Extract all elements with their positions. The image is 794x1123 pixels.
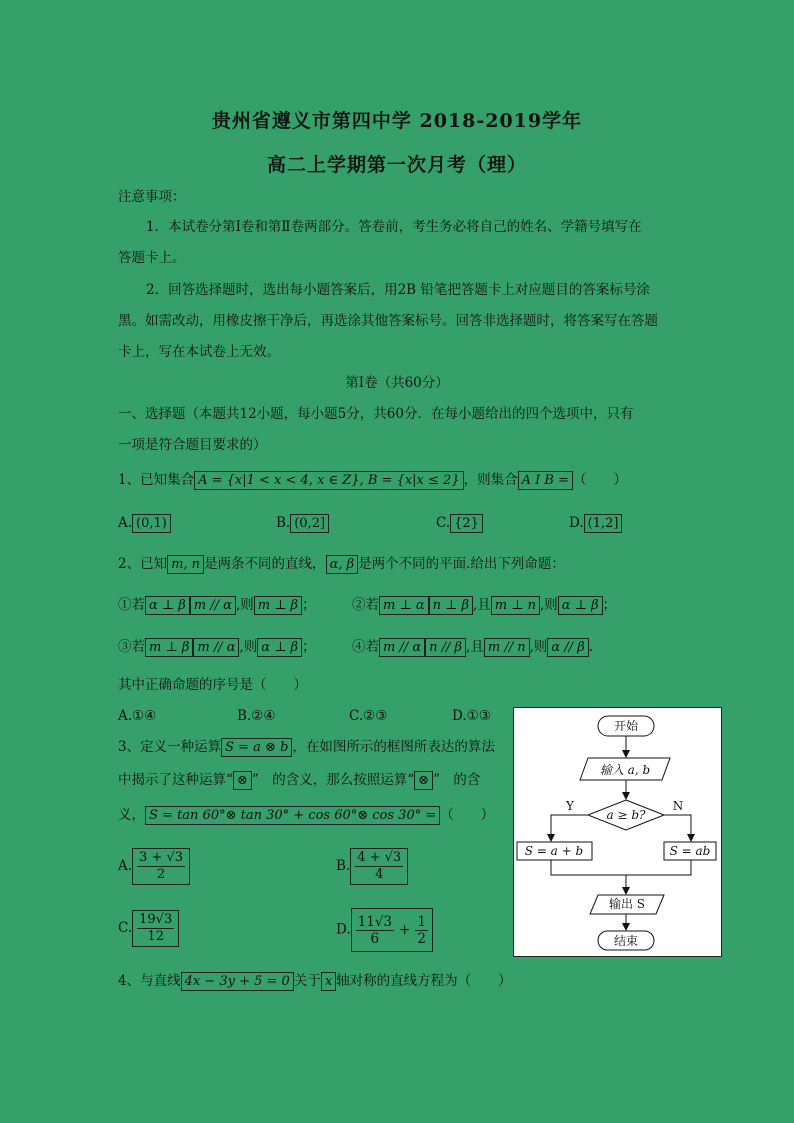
- q2-p2-then: ,则: [540, 597, 558, 613]
- q2-mid-2: 是两个不同的平面.给出下列命题：: [358, 556, 565, 572]
- q3-option-d-frac-1: [356, 914, 394, 947]
- q3-option-d-plus: +: [399, 922, 411, 938]
- flow-left-label: S = a + b: [524, 844, 584, 858]
- q1-prefix: 1、已知集合: [118, 472, 195, 488]
- q3-line-3: [118, 806, 494, 825]
- q3-line-2: [118, 771, 480, 790]
- q3-line-3b: （ ）: [440, 807, 495, 823]
- notice-heading: 注意事项：: [118, 189, 186, 205]
- q3-option-d-label: D.: [336, 921, 351, 938]
- q3-option-c-den: 12: [147, 929, 164, 944]
- notice-item-2a: 2．回答选择题时，选出每小题答案后，用2B 铅笔把答题卡上对应题目的答案标号涂: [146, 282, 650, 298]
- q2-p2-b: n ⊥ β: [429, 596, 473, 615]
- q1-option-d-label: D.: [569, 515, 584, 531]
- q2-p1-then: ,则: [235, 597, 254, 613]
- q2-p3-c: α ⊥ β: [257, 638, 302, 657]
- q3-option-d-den-2: 2: [417, 930, 426, 947]
- q3-option-d-num-2: 1: [417, 913, 426, 930]
- q1-option-a-label: A.: [118, 515, 133, 531]
- q2-mid-1: 是两条不同的直线，: [204, 556, 326, 572]
- q2-p4-num: ④若: [352, 639, 379, 655]
- q3-option-c-num: 19√3: [139, 912, 173, 927]
- q3-line-2c: ” 的含: [433, 772, 481, 788]
- q3-option-b[interactable]: [336, 846, 408, 886]
- q3-option-b-den: 4: [375, 867, 384, 882]
- q3-line-2a: 中揭示了这种运算“: [118, 772, 233, 788]
- q3-option-d-num: 11√3: [357, 913, 393, 930]
- q2-prefix: 2、已知: [118, 556, 168, 572]
- q2-ask: 其中正确命题的序号是（ ）: [118, 677, 307, 693]
- q1-option-b-label: B.: [276, 515, 291, 531]
- q3-line-3a: 义，: [118, 807, 145, 823]
- q1-option-a-value: (0,1): [132, 514, 171, 533]
- q2-p2-a: m ⊥ α: [379, 596, 429, 615]
- q2-p3-b: m // α: [193, 638, 239, 657]
- q2-proposition-4: [352, 638, 593, 657]
- q2-lines-expr: m, n: [167, 555, 204, 574]
- q3-expr: S = tan 60°⊗ tan 30° + cos 60°⊗ cos 30° =: [145, 806, 440, 825]
- q4-mid: 关于: [293, 973, 321, 989]
- notice-item-1a: 1．本试卷分第Ⅰ卷和第Ⅱ卷两部分。答卷前，考生务必将自己的姓名、学籍号填写在: [146, 219, 642, 235]
- q2-p4-end: .: [588, 639, 594, 655]
- q2-p4-b: n // β: [425, 638, 466, 657]
- q2-p4-d: α // β: [547, 638, 588, 657]
- q3-op-expr: S = a ⊗ b: [221, 738, 292, 757]
- q1-option-d-value: (1,2]: [584, 514, 623, 533]
- q1-option-a[interactable]: [118, 514, 171, 533]
- q3-option-d-expr: [351, 908, 433, 952]
- q2-p3-num: ③若: [118, 639, 145, 655]
- q2-p3-a: m ⊥ β: [145, 638, 193, 657]
- q3-option-d-den: 6: [370, 930, 380, 947]
- section-1-title: 第Ⅰ卷（共60分）: [345, 375, 449, 391]
- q2-p4-then: ,则: [529, 639, 548, 655]
- q3-option-d[interactable]: [336, 908, 433, 952]
- q3-line-2b: ” 的含义，那么按照运算“: [251, 772, 415, 788]
- q3-line-1: [118, 738, 495, 757]
- q3-option-b-label: B.: [336, 858, 351, 874]
- flow-output-label: 输出 S: [608, 897, 646, 911]
- q2-p2-num: ②若: [352, 597, 379, 613]
- q1-option-d[interactable]: [569, 514, 622, 533]
- q2-proposition-1: [118, 596, 316, 615]
- flow-decision-label: a ≥ b?: [606, 808, 646, 822]
- q2-p1-end: ；: [302, 597, 316, 613]
- q1-option-b-value: (0,2]: [290, 514, 329, 533]
- q1-option-b[interactable]: [276, 514, 329, 533]
- q3-option-b-num: 4 + √3: [357, 850, 402, 865]
- q2-planes-expr: α, β: [326, 555, 359, 574]
- q3-option-a-num: 3 + √3: [139, 850, 184, 865]
- q2-p4-c: m // n: [484, 638, 530, 657]
- q2-option-d[interactable]: D.①③: [452, 708, 491, 724]
- q1-ask-expr: A I B =: [518, 471, 573, 490]
- flow-input-label: 输入 a, b: [599, 763, 651, 777]
- title-line-1: 贵州省遵义市第四中学 2018-2019学年: [211, 110, 583, 132]
- q2-stem: [118, 555, 565, 574]
- q1-option-c-label: C.: [436, 515, 451, 531]
- q3-op-symbol-1: ⊗: [233, 771, 252, 790]
- flow-right-label: S = ab: [669, 844, 711, 858]
- q1-stem: [118, 471, 627, 490]
- q4-line-expr: 4x − 3y + 5 = 0: [181, 972, 294, 991]
- flow-no-label: N: [672, 799, 684, 813]
- q3-option-a-label: A.: [118, 858, 133, 874]
- q3-option-d-frac-2: [415, 914, 428, 947]
- q1-mid: ，则集合: [463, 472, 518, 488]
- q3-option-c-frac: [132, 910, 179, 947]
- flowchart-svg: [514, 708, 721, 956]
- q3-option-c[interactable]: [118, 908, 179, 948]
- q2-p2-c: m ⊥ n: [491, 596, 540, 615]
- q4-axis: x: [321, 972, 336, 991]
- q2-p3-end: ；: [302, 639, 316, 655]
- notice-item-1b: 答题卡上。: [118, 250, 186, 266]
- q3-prefix: 3、定义一种运算: [118, 739, 222, 755]
- q2-proposition-3: [118, 638, 316, 657]
- q2-p1-num: ①若: [118, 597, 145, 613]
- q2-p2-and: ,且: [473, 597, 491, 613]
- q3-option-a[interactable]: [118, 846, 190, 886]
- q1-option-c-value: {2}: [450, 514, 483, 533]
- q2-p2-end: ；: [602, 597, 617, 613]
- q3-option-b-frac: [350, 848, 408, 885]
- q2-p1-a: α ⊥ β: [145, 596, 190, 615]
- q2-option-c[interactable]: C.②③: [349, 708, 388, 724]
- part-1-intro-b: 一项是符合题目要求的）: [118, 437, 267, 453]
- part-1-intro-a: 一、选择题（本题共12小题，每小题5分，共60分．在每小题给出的四个选项中，只有: [118, 406, 634, 422]
- q3-option-a-frac: [132, 848, 190, 885]
- q3-op-symbol-2: ⊗: [414, 771, 433, 790]
- q4-prefix: 4、与直线: [118, 973, 181, 989]
- q2-proposition-2: [352, 596, 616, 615]
- q3-option-c-label: C.: [118, 920, 133, 936]
- notice-item-2b: 黑。如需改动，用橡皮擦干净后，再选涂其他答案标号。回答非选择题时，将答案写在答题: [118, 313, 658, 329]
- flow-end-label: 结束: [613, 934, 639, 948]
- title-line-2: 高二上学期第一次月考（理）: [266, 154, 527, 176]
- q2-p1-c: m ⊥ β: [254, 596, 302, 615]
- q2-p1-b: m // α: [190, 596, 236, 615]
- q3-line-1-rest: ，在如图所示的框图所表达的算法: [292, 739, 495, 755]
- flow-yes-label: Y: [566, 799, 574, 813]
- q4-stem: [118, 972, 512, 991]
- q2-option-b[interactable]: B.②④: [237, 708, 276, 724]
- q2-p4-and: ,且: [466, 639, 484, 655]
- q3-option-a-den: 2: [156, 867, 166, 882]
- q2-option-a[interactable]: A.①④: [118, 708, 157, 724]
- q4-suffix: 轴对称的直线方程为（ ）: [336, 973, 512, 989]
- q2-p3-then: ,则: [239, 639, 258, 655]
- flowchart: [513, 707, 722, 957]
- q1-option-c[interactable]: [436, 514, 483, 533]
- flow-start-label: 开始: [613, 719, 639, 733]
- q2-p2-d: α ⊥ β: [558, 596, 603, 615]
- q2-p4-a: m // α: [379, 638, 425, 657]
- q1-suffix: （ ）: [572, 472, 627, 488]
- q1-set-expr: A = {x|1 < x < 4, x ∈ Z}, B = {x|x ≤ 2}: [194, 471, 464, 490]
- notice-item-2c: 卡上，写在本试卷上无效。: [118, 344, 280, 360]
